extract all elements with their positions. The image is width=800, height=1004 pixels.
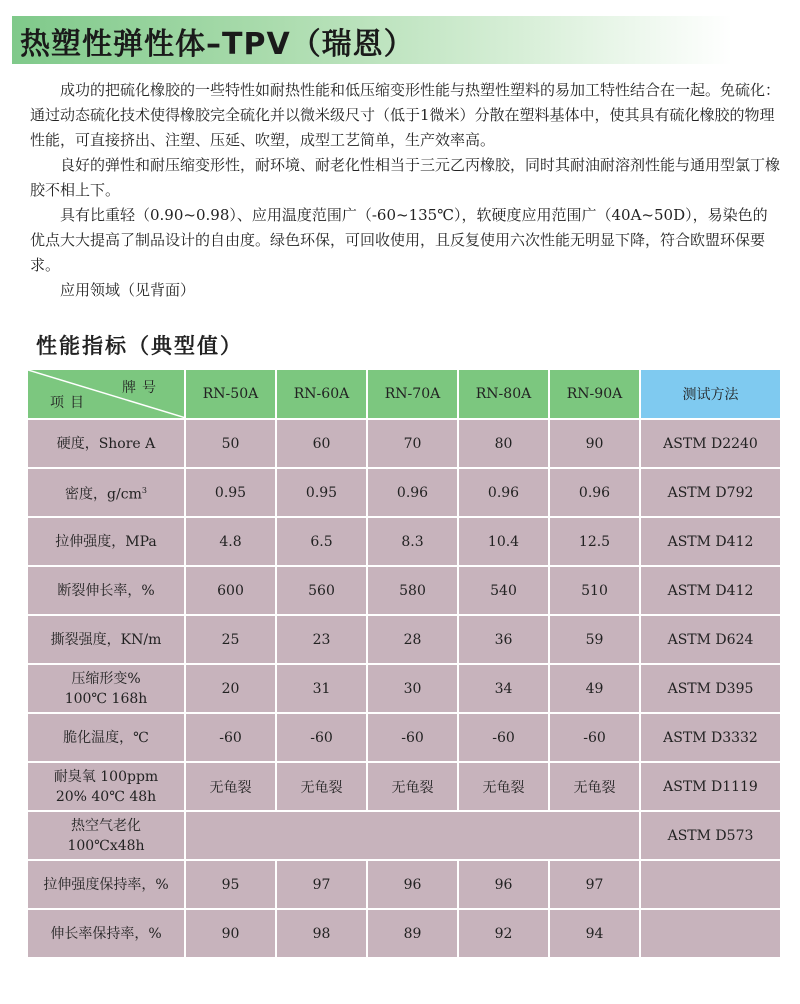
value-cell: 90 <box>549 419 640 468</box>
value-cell: 4.8 <box>185 517 276 566</box>
value-cell: 90 <box>185 909 276 958</box>
value-cell: 600 <box>185 566 276 615</box>
property-name: 断裂伸长率，% <box>57 582 155 599</box>
property-condition: 100℃x48h <box>67 837 145 854</box>
property-label <box>27 909 185 958</box>
table-header-row <box>27 369 781 419</box>
test-method-cell: ASTM D573 <box>640 811 781 860</box>
value-cell: 92 <box>458 909 549 958</box>
property-label <box>27 566 185 615</box>
value-cell: 80 <box>458 419 549 468</box>
value-cell: 0.95 <box>276 468 367 517</box>
value-cell: 无龟裂 <box>549 762 640 811</box>
value-cell: 0.95 <box>185 468 276 517</box>
value-cell: 97 <box>549 860 640 909</box>
table-row <box>27 860 781 909</box>
table-row <box>27 615 781 664</box>
table-row <box>27 468 781 517</box>
value-cell: 0.96 <box>458 468 549 517</box>
property-label <box>27 713 185 762</box>
value-cell: -60 <box>549 713 640 762</box>
value-cell: 36 <box>458 615 549 664</box>
value-cell: 94 <box>549 909 640 958</box>
value-cell: -60 <box>276 713 367 762</box>
value-cell: 98 <box>276 909 367 958</box>
value-cell: 510 <box>549 566 640 615</box>
test-method-cell: ASTM D3332 <box>640 713 781 762</box>
property-name: 热空气老化 <box>71 817 141 834</box>
empty-value-cell <box>185 811 640 860</box>
value-cell: 无龟裂 <box>367 762 458 811</box>
table-row <box>27 713 781 762</box>
property-name: 拉伸强度，MPa <box>55 533 157 550</box>
item-header-label: 项目 <box>50 395 90 411</box>
value-cell: 95 <box>185 860 276 909</box>
value-cell: 96 <box>367 860 458 909</box>
table-row <box>27 517 781 566</box>
value-cell: -60 <box>367 713 458 762</box>
table-row <box>27 664 781 713</box>
grade-header: RN-90A <box>549 369 640 419</box>
property-name: 伸长率保持率，% <box>50 925 162 942</box>
value-cell: 60 <box>276 419 367 468</box>
value-cell: 59 <box>549 615 640 664</box>
property-name: 密度，g/cm <box>65 486 142 503</box>
test-method-cell <box>640 860 781 909</box>
value-cell: 97 <box>276 860 367 909</box>
property-condition: 100℃ 168h <box>64 690 148 707</box>
property-label <box>27 811 185 860</box>
property-label <box>27 419 185 468</box>
grade-header: RN-80A <box>458 369 549 419</box>
table-row <box>27 419 781 468</box>
value-cell: 无龟裂 <box>276 762 367 811</box>
value-cell: 8.3 <box>367 517 458 566</box>
value-cell: 31 <box>276 664 367 713</box>
property-name: 压缩形变% <box>71 670 141 687</box>
value-cell: 0.96 <box>549 468 640 517</box>
value-cell: 23 <box>276 615 367 664</box>
intro-paragraph-4: 应用领域（见背面） <box>60 281 196 299</box>
test-method-cell: ASTM D395 <box>640 664 781 713</box>
property-name: 拉伸强度保持率，% <box>43 876 169 893</box>
value-cell: 89 <box>367 909 458 958</box>
property-label <box>27 468 185 517</box>
property-label <box>27 664 185 713</box>
property-label <box>27 762 185 811</box>
intro-text <box>30 78 782 303</box>
brand-header-label: 牌号 <box>122 380 162 396</box>
value-cell: 30 <box>367 664 458 713</box>
value-cell: 580 <box>367 566 458 615</box>
unit-superscript: 3 <box>141 485 147 495</box>
value-cell: 34 <box>458 664 549 713</box>
value-cell: 12.5 <box>549 517 640 566</box>
value-cell: 25 <box>185 615 276 664</box>
value-cell: 96 <box>458 860 549 909</box>
test-method-cell: ASTM D412 <box>640 566 781 615</box>
value-cell: -60 <box>458 713 549 762</box>
test-method-cell: ASTM D2240 <box>640 419 781 468</box>
test-method-cell: ASTM D624 <box>640 615 781 664</box>
property-name: 脆化温度，℃ <box>63 729 149 746</box>
test-method-cell: ASTM D792 <box>640 468 781 517</box>
test-method-cell: ASTM D412 <box>640 517 781 566</box>
value-cell: 540 <box>458 566 549 615</box>
grade-header: RN-50A <box>185 369 276 419</box>
value-cell: 50 <box>185 419 276 468</box>
spec-table <box>26 368 782 959</box>
property-condition: 20% 40℃ 48h <box>55 788 157 805</box>
grade-header: RN-60A <box>276 369 367 419</box>
page-title: 热塑性弹性体–TPV（瑞恩） <box>20 27 415 62</box>
test-method-cell: ASTM D1119 <box>640 762 781 811</box>
test-method-cell <box>640 909 781 958</box>
header-corner-cell <box>27 369 185 419</box>
property-label <box>27 615 185 664</box>
intro-paragraph-1: 成功的把硫化橡胶的一些特性如耐热性能和低压缩变形性能与热塑性塑料的易加工特性结合在一起。免硫化：通过动态硫化技术使得橡胶完全硫化并以微米级尺寸（低于1微米）分散在塑料基体中，使其具有硫化橡胶的物理性能，可直接挤出、注塑、压延、吹塑，成型工艺简单，生产效率高。 <box>30 81 781 149</box>
value-cell: 无龟裂 <box>458 762 549 811</box>
property-label <box>27 517 185 566</box>
grade-header: RN-70A <box>367 369 458 419</box>
table-row <box>27 811 781 860</box>
table-row <box>27 566 781 615</box>
test-method-header: 测试方法 <box>640 369 781 419</box>
property-name: 耐臭氧 100ppm <box>53 768 159 785</box>
table-row <box>27 762 781 811</box>
property-name: 撕裂强度，KN/m <box>50 631 162 648</box>
value-cell: 无龟裂 <box>185 762 276 811</box>
value-cell: 70 <box>367 419 458 468</box>
value-cell: 20 <box>185 664 276 713</box>
value-cell: -60 <box>185 713 276 762</box>
value-cell: 10.4 <box>458 517 549 566</box>
section-title: 性能指标（典型值） <box>36 334 243 358</box>
table-row <box>27 909 781 958</box>
value-cell: 0.96 <box>367 468 458 517</box>
property-label <box>27 860 185 909</box>
value-cell: 49 <box>549 664 640 713</box>
value-cell: 560 <box>276 566 367 615</box>
intro-paragraph-2: 良好的弹性和耐压缩变形性，耐环境、耐老化性相当于三元乙丙橡胶，同时其耐油耐溶剂性能与通用型氯丁橡胶不相上下。 <box>30 156 781 199</box>
property-name: 硬度，Shore A <box>56 435 156 452</box>
value-cell: 6.5 <box>276 517 367 566</box>
value-cell: 28 <box>367 615 458 664</box>
intro-paragraph-3: 具有比重轻（0.90~0.98）、应用温度范围广（-60~135℃），软硬度应用范围广（40A~50D），易染色的优点大大提高了制品设计的自由度。绿色环保，可回收使用，且反复使用六次性能无明显下降，符合欧盟环保要求。 <box>30 206 768 274</box>
